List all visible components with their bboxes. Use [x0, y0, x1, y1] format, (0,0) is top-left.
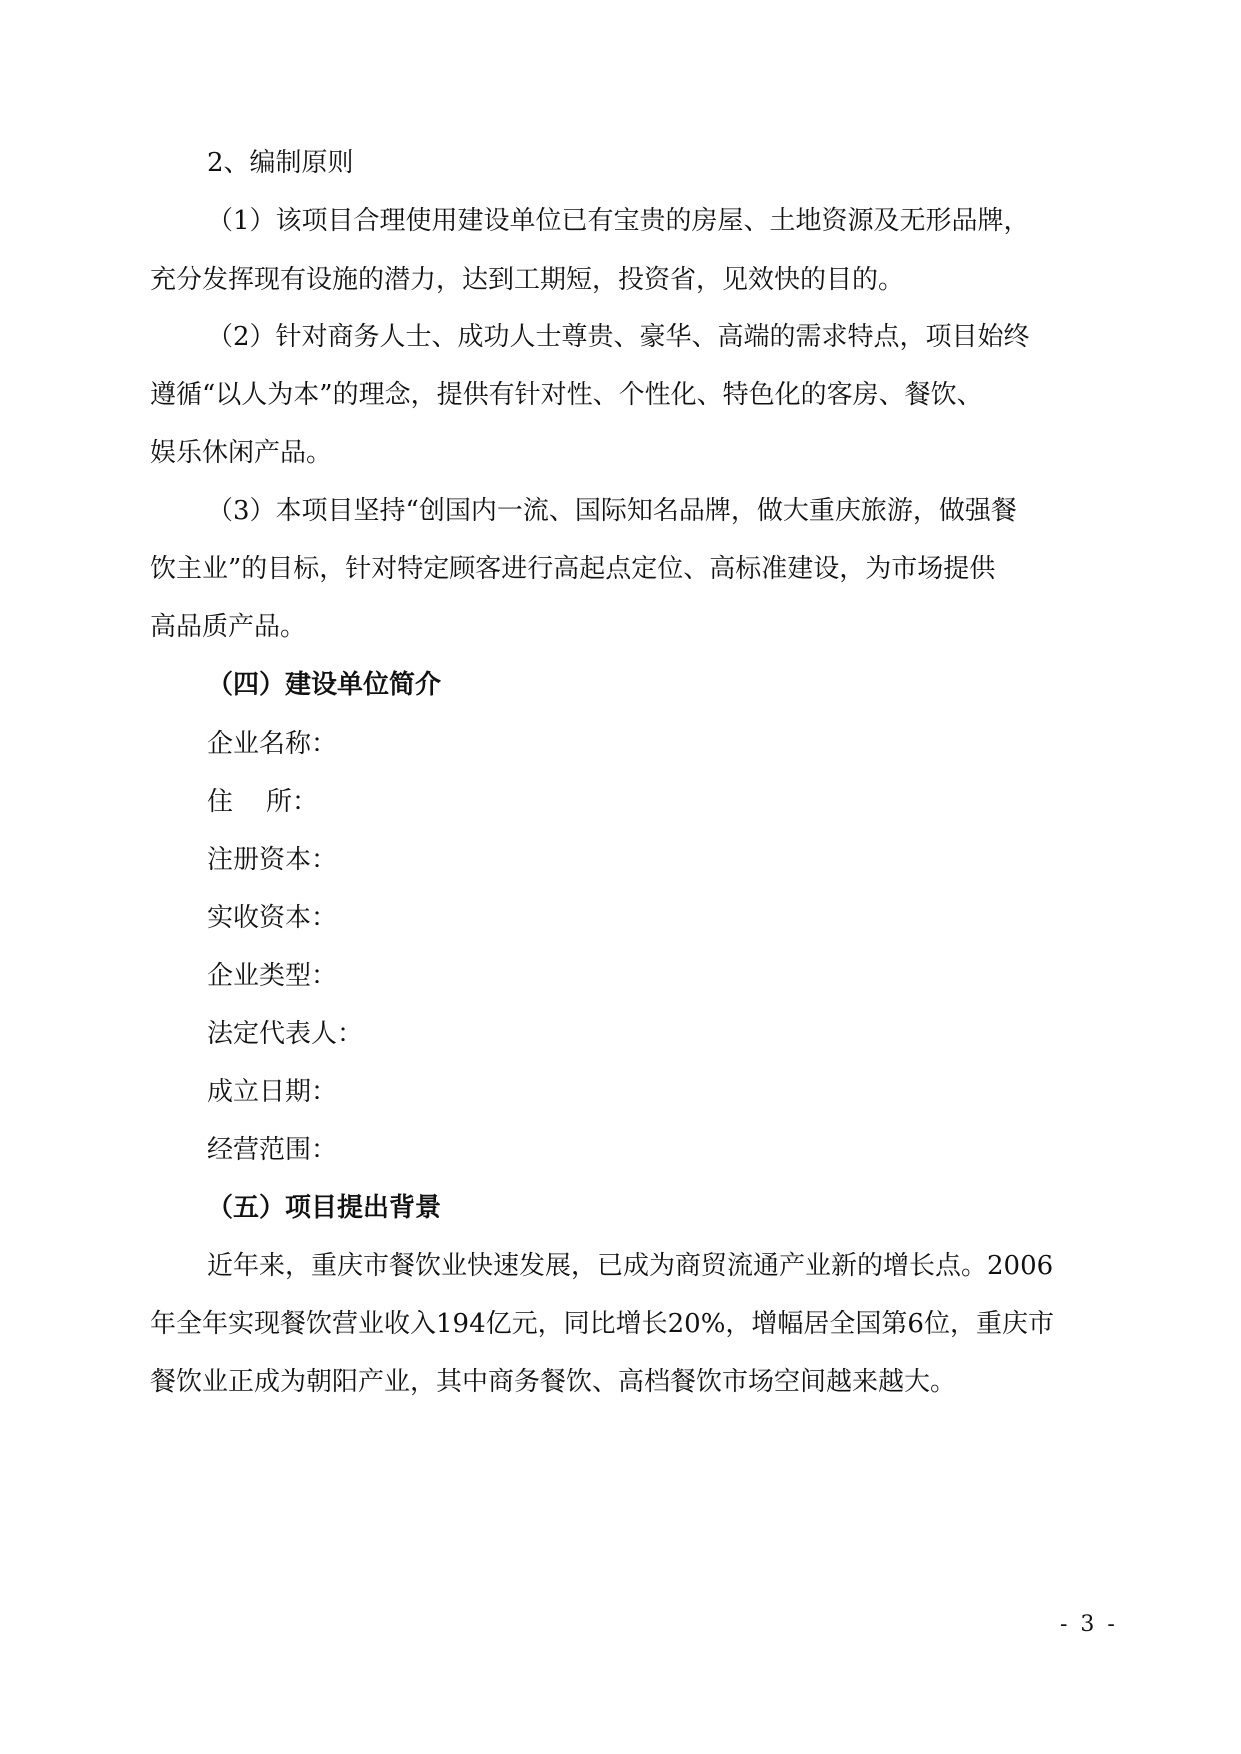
principle-3-line-3: 高品质产品。 — [150, 612, 307, 642]
company-field-registered-capital: 注册资本： — [207, 845, 338, 875]
page-number: - 3 - — [1060, 1612, 1118, 1637]
principle-2-line-3: 娱乐休闲产品。 — [150, 438, 333, 468]
section-heading-background: （五）项目提出背景 — [207, 1193, 442, 1223]
background-line-3: 餐饮业正成为朝阳产业，其中商务餐饮、高档餐饮市场空间越来越大。 — [150, 1367, 957, 1397]
company-field-type: 企业类型： — [207, 961, 338, 991]
background-line-1: 近年来，重庆市餐饮业快速发展，已成为商贸流通产业新的增长点。2006 — [207, 1251, 1054, 1281]
section-heading-principles: 2、编制原则 — [207, 148, 354, 178]
principle-2-line-2: 遵循“以人为本”的理念，提供有针对性、个性化、特色化的客房、餐饮、 — [150, 380, 983, 410]
company-field-established-date: 成立日期： — [207, 1077, 338, 1107]
principle-3-line-1: （3）本项目坚持“创国内一流、国际知名品牌，做大重庆旅游，做强餐 — [207, 496, 1017, 526]
company-field-legal-representative: 法定代表人： — [207, 1019, 364, 1049]
company-field-paid-in-capital: 实收资本： — [207, 903, 338, 933]
principle-2-line-1: （2）针对商务人士、成功人士尊贵、豪华、高端的需求特点，项目始终 — [207, 322, 1030, 352]
principle-1-line-2: 充分发挥现有设施的潜力，达到工期短，投资省，见效快的目的。 — [150, 265, 905, 295]
section-heading-company: （四）建设单位简介 — [207, 670, 442, 700]
principle-3-line-2: 饮主业”的目标，针对特定顾客进行高起点定位、高标准建设，为市场提供 — [150, 554, 996, 584]
company-field-business-scope: 经营范围： — [207, 1135, 338, 1165]
background-line-2: 年全年实现餐饮营业收入194亿元，同比增长20%，增幅居全国第6位，重庆市 — [150, 1309, 1054, 1339]
company-field-address: 住 所： — [207, 787, 319, 817]
principle-1-line-1: （1）该项目合理使用建设单位已有宝贵的房屋、土地资源及无形品牌， — [207, 206, 1030, 236]
company-field-name: 企业名称： — [207, 729, 338, 759]
